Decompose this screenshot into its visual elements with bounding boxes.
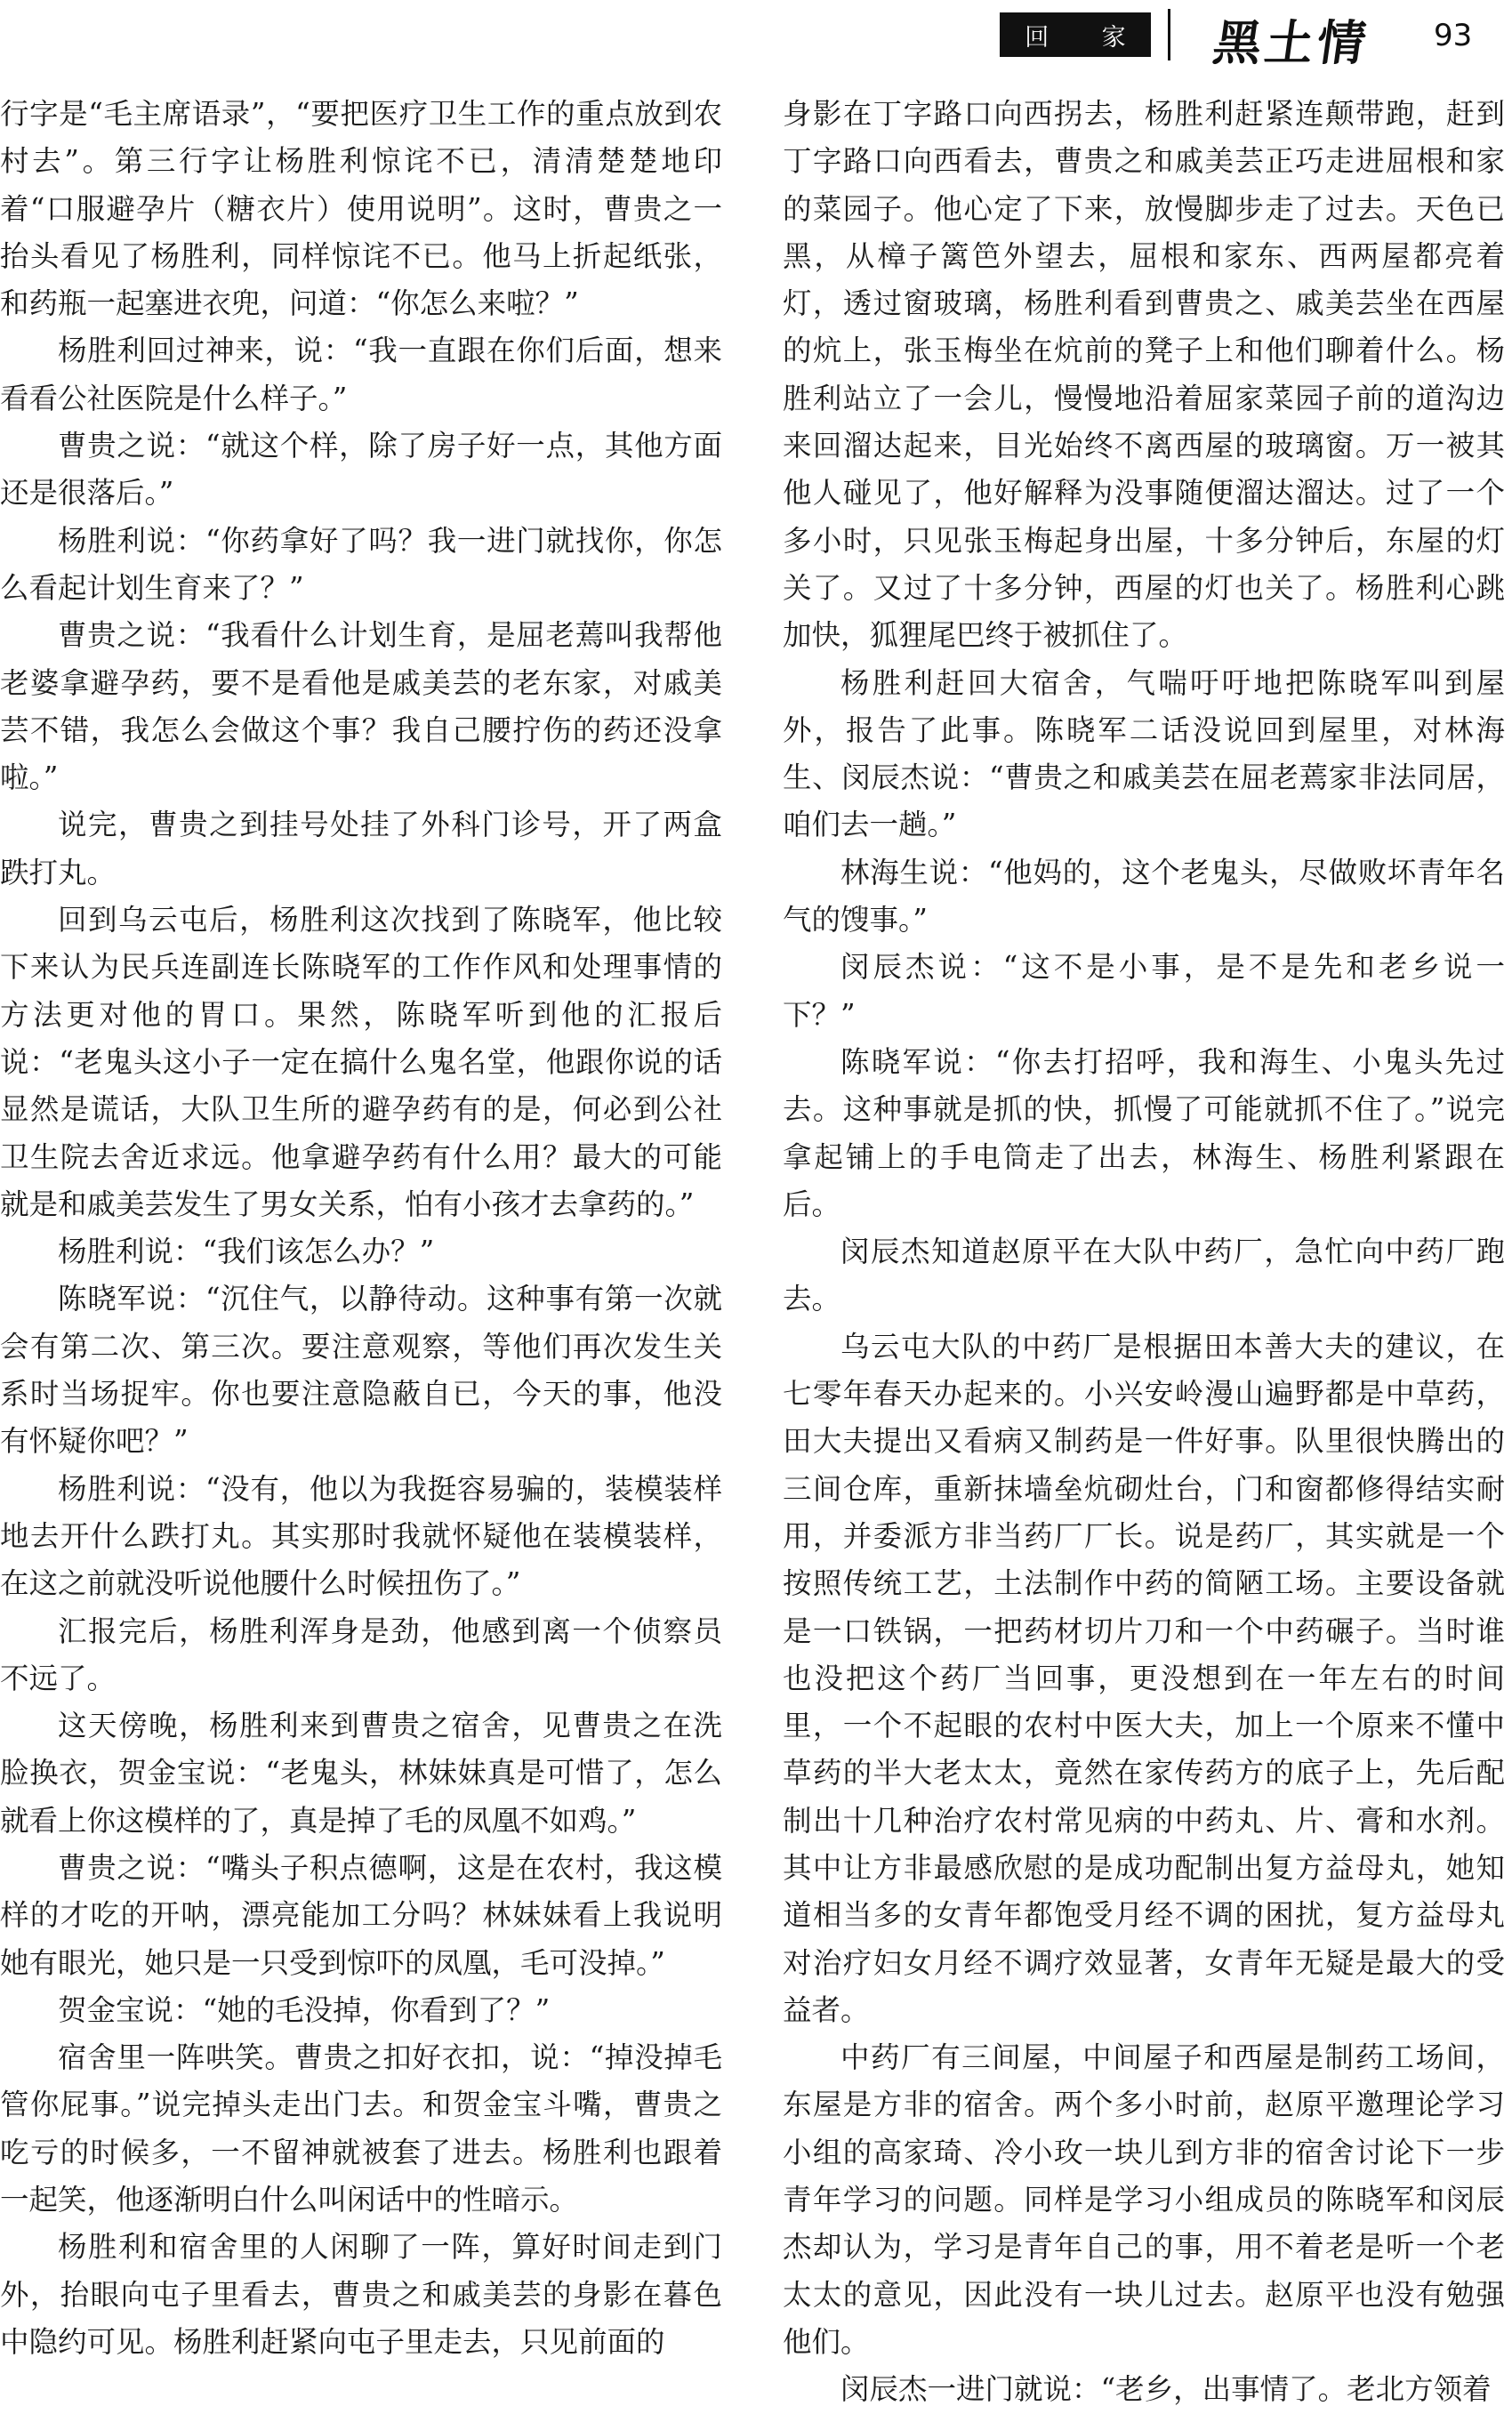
right-column bbox=[783, 91, 1505, 2407]
paragraph: 陈晓军说：“沉住气，以静待动。这种事有第一次就会有第二次、第三次。要注意观察，等他们再次发生关系时当场捉牢。你也要注意隐蔽自已，今天的事，他没有怀疑你吧？” bbox=[0, 1282, 722, 1459]
paragraph: 曹贵之说：“嘴头子积点德啊，这是在农村，我这模样的才吃的开呐，漂亮能加工分吗？林妹妹看上我说明她有眼光，她只是一只受到惊吓的凤凰，毛可没掉。” bbox=[0, 1850, 722, 1980]
paragraph: 回到乌云屯后，杨胜利这次找到了陈晓军，他比较下来认为民兵连副连长陈晓军的工作作风和处理事情的方法更对他的胃口。果然，陈晓军听到他的汇报后说：“老鬼头这小子一定在搞什么鬼名堂，他跟你说的话显然是谎话，大队卫生所的避孕药有的是，何必到公社卫生院去舍近求远。他拿避孕药有什么用？最大的可能就是和戚美芸发生了男女关系，怕有小孩才去拿药的。” bbox=[0, 903, 722, 1221]
paragraph: 杨胜利回过神来，说：“我一直跟在你们后面，想来看看公社医院是什么样子。” bbox=[0, 334, 722, 415]
header-divider bbox=[1168, 9, 1170, 60]
paragraph: 曹贵之说：“就这个样，除了房子好一点，其他方面还是很落后。” bbox=[0, 429, 722, 511]
page-number: 93 bbox=[1434, 18, 1473, 53]
paragraph: 贺金宝说：“她的毛没掉，你看到了？” bbox=[58, 1992, 551, 2027]
left-column bbox=[0, 91, 722, 2359]
paragraph: 杨胜利说：“我们该怎么办？” bbox=[58, 1235, 435, 1269]
paragraph: 陈晓军说：“你去打招呼，我和海生、小鬼头先过去。这种事就是抓的快，抓慢了可能就抓不住了。”说完拿起铺上的手电筒走了出去，林海生、杨胜利紧跟在后。 bbox=[783, 1044, 1505, 1221]
paragraph: 杨胜利赶回大宿舍，气喘吁吁地把陈晓军叫到屋外，报告了此事。陈晓军二话没说回到屋里，对林海生、闵辰杰说：“曹贵之和戚美芸在屈老蔫家非法同居，咱们去一趟。” bbox=[783, 665, 1505, 842]
paragraph: 杨胜利和宿舍里的人闲聊了一阵，算好时间走到门外，抬眼向屯子里看去，曹贵之和戚美芸的身影在暮色中隐约可见。杨胜利赶紧向屯子里走去，只见前面的 bbox=[0, 2230, 722, 2359]
paragraph: 杨胜利说：“你药拿好了吗？我一进门就找你，你怎么看起计划生育来了？” bbox=[0, 523, 722, 605]
paragraph: 曹贵之说：“我看什么计划生育，是屈老蔫叫我帮他老婆拿避孕药，要不是看他是戚美芸的老东家，对戚美芸不错，我怎么会做这个事？我自己腰拧伤的药还没拿啦。” bbox=[0, 618, 722, 795]
paragraph: 闵辰杰知道赵原平在大队中药厂，急忙向中药厂跑去。 bbox=[783, 1235, 1505, 1316]
paragraph: 宿舍里一阵哄笑。曹贵之扣好衣扣，说：“掉没掉毛管你屁事。”说完掉头走出门去。和贺金宝斗嘴，曹贵之吃亏的时候多，一不留神就被套了进去。杨胜利也跟着一起笑，他逐渐明白什么叫闲话中的性暗示。 bbox=[0, 2040, 722, 2217]
paragraph: 身影在丁字路口向西拐去，杨胜利赶紧连颠带跑，赶到丁字路口向西看去，曹贵之和戚美芸正巧走进屈根和家的菜园子。他心定了下来，放慢脚步走了过去。天色已黑，从樟子篱笆外望去，屈根和家东、西两屋都亮着灯，透过窗玻璃，杨胜利看到曹贵之、戚美芸坐在西屋的炕上，张玉梅坐在炕前的凳子上和他们聊着什么。杨胜利站立了一会儿，慢慢地沿着屈家菜园子前的道沟边来回溜达起来，目光始终不离西屋的玻璃窗。万一被其他人碰见了，他好解释为没事随便溜达溜达。过了一个多小时，只见张玉梅起身出屋，十多分钟后，东屋的灯关了。又过了十多分钟，西屋的灯也关了。杨胜利心跳加快，狐狸尾巴终于被抓住了。 bbox=[783, 97, 1505, 653]
page-header bbox=[0, 0, 1512, 71]
paragraph: 杨胜利说：“没有，他以为我挺容易骗的，装模装样地去开什么跌打丸。其实那时我就怀疑他在装模装样，在这之前就没听说他腰什么时候扭伤了。” bbox=[0, 1471, 722, 1601]
paragraph: 行字是“毛主席语录”，“要把医疗卫生工作的重点放到农村去”。第三行字让杨胜利惊诧不已，清清楚楚地印着“口服避孕片（糖衣片）使用说明”。这时，曹贵之一抬头看见了杨胜利，同样惊诧不已。他马上折起纸张，和药瓶一起塞进衣兜，问道：“你怎么来啦？” bbox=[0, 97, 722, 321]
paragraph: 闵辰杰说：“这不是小事，是不是先和老乡说一下？” bbox=[783, 950, 1505, 1032]
paragraph: 闵辰杰一进门就说：“老乡，出事情了。老北方领着 bbox=[840, 2372, 1492, 2407]
paragraph: 说完，曹贵之到挂号处挂了外科门诊号，开了两盒跌打丸。 bbox=[0, 808, 722, 889]
paragraph: 林海生说：“他妈的，这个老鬼头，尽做败坏青年名气的馊事。” bbox=[783, 855, 1505, 937]
paragraph: 汇报完后，杨胜利浑身是劲，他感到离一个侦察员不远了。 bbox=[0, 1613, 722, 1695]
paragraph: 乌云屯大队的中药厂是根据田本善大夫的建议，在七零年春天办起来的。小兴安岭漫山遍野都是中草药，田大夫提出又看病又制药是一件好事。队里很快腾出的三间仓库，重新抹墙垒炕砌灶台，门和窗都修得结实耐用，并委派方非当药厂厂长。说是药厂，其实就是一个按照传统工艺，土法制作中药的简陋工场。主要设备就是一口铁锅，一把药材切片刀和一个中药碾子。当时谁也没把这个药厂当回事，更没想到在一年左右的时间里，一个不起眼的农村中医大夫，加上一个原来不懂中草药的半大老太太，竟然在家传药方的底子上，先后配制出十几种治疗农村常见病的中药丸、片、膏和水剂。其中让方非最感欣慰的是成功配制出复方益母丸，她知道相当多的女青年都饱受月经不调的困扰，复方益母丸对治疗妇女月经不调疗效显著，女青年无疑是最大的受益者。 bbox=[783, 1329, 1505, 2027]
section-tag: 回 家 bbox=[1000, 12, 1151, 57]
paragraph: 这天傍晚，杨胜利来到曹贵之宿舍，见曹贵之在洗脸换衣，贺金宝说：“老鬼头，林妹妹真是可惜了，怎么就看上你这模样的了，真是掉了毛的凤凰不如鸡。” bbox=[0, 1709, 722, 1838]
magazine-logo: 黑土情 bbox=[1210, 14, 1373, 71]
paragraph: 中药厂有三间屋，中间屋子和西屋是制药工场间，东屋是方非的宿舍。两个多小时前，赵原平邀理论学习小组的高家琦、冷小玫一块儿到方非的宿舍讨论下一步青年学习的问题。同样是学习小组成员的陈晓军和闵辰杰却认为，学习是青年自己的事，用不着老是听一个老太太的意见，因此没有一块儿过去。赵原平也没有勉强他们。 bbox=[783, 2040, 1505, 2359]
